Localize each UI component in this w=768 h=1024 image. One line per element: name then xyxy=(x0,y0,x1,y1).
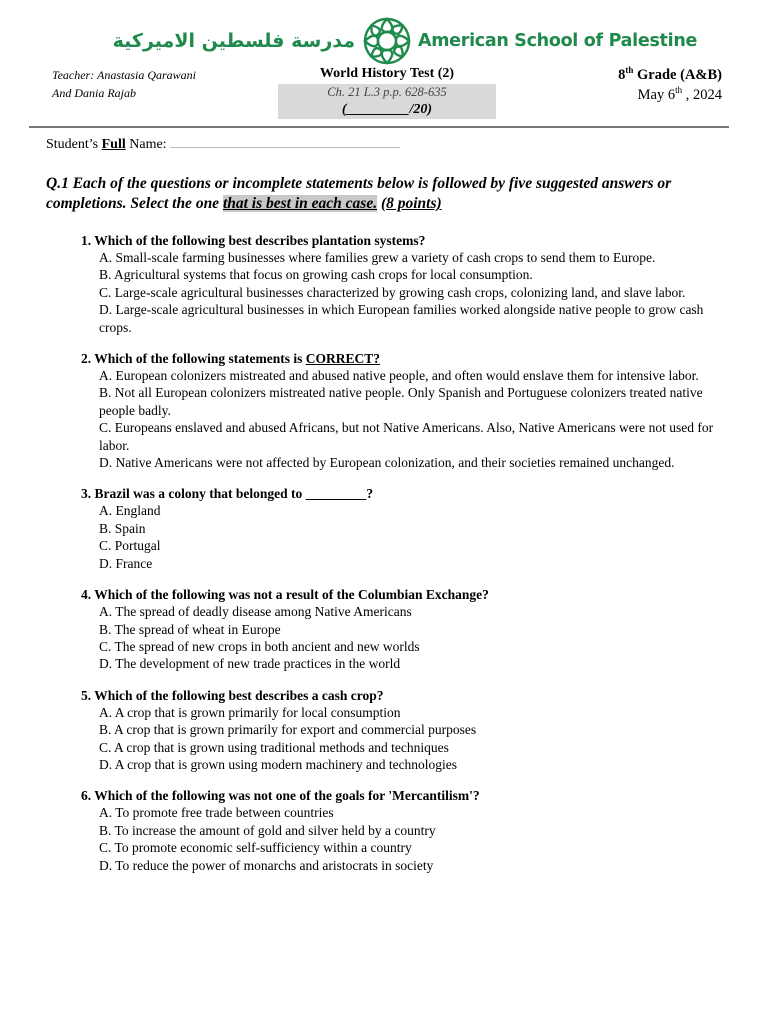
prompt-emphasis: CORRECT? xyxy=(305,351,381,367)
answer-option[interactable]: D. Large-scale agricultural businesses in which European families worked alongside native people to grow cash crops. xyxy=(99,302,704,335)
grade-text: Grade (A&B) xyxy=(633,67,722,83)
answer-option[interactable]: D. France xyxy=(99,555,153,571)
answer-option[interactable]: C. Portugal xyxy=(99,538,161,554)
question-4 xyxy=(81,586,731,673)
date-day: May 6 xyxy=(637,87,676,103)
answer-option[interactable]: D. The development of new trade practices in the world xyxy=(99,656,401,672)
answer-option[interactable]: C. Europeans enslaved and abused Africans, but not Native Americans. Also, Native Americans were not used for labor. xyxy=(99,420,714,453)
question-prompt xyxy=(81,787,731,804)
answer-option[interactable]: B. Spain xyxy=(99,520,146,536)
answer-option[interactable]: A. Small-scale farming businesses where families grew a variety of cash crops to send them to Europe. xyxy=(99,250,656,265)
student-label-post: Name: xyxy=(125,137,167,152)
instructions-text: Q.1 Each of the questions or incomplete statements below is followed by five suggested answers or completions. Select the one xyxy=(46,175,672,212)
question-list xyxy=(81,232,731,888)
student-name-blank[interactable] xyxy=(170,137,400,148)
score-field xyxy=(278,101,496,118)
answer-option[interactable]: D. To reduce the power of monarchs and aristocrats in society xyxy=(99,857,434,873)
date-year: , 2024 xyxy=(682,87,722,103)
question-prompt xyxy=(81,350,731,367)
question-2 xyxy=(81,350,731,471)
answer-option[interactable]: B. Agricultural systems that focus on growing cash crops for local consumption. xyxy=(99,267,533,283)
chapter-reference: Ch. 21 L.3 p.p. 628-635 xyxy=(327,85,447,99)
answer-option[interactable]: A. The spread of deadly disease among Native Americans xyxy=(99,604,412,620)
school-header xyxy=(0,14,768,66)
prompt-text: 3. Brazil was a colony that belonged to _________? xyxy=(81,486,374,502)
answer-option[interactable]: A. European colonizers mistreated and abused native people, and often would enslave them for intensive labor. xyxy=(99,368,699,384)
grade-suffix: th xyxy=(625,65,634,76)
answer-option[interactable]: B. Not all European colonizers mistreated native people. Only Spanish and Portuguese colonizers treated native people badly. xyxy=(99,385,703,418)
answer-option[interactable]: C. The spread of new crops in both ancient and new worlds xyxy=(99,638,420,654)
answer-option[interactable]: D. A crop that is grown using modern machinery and technologies xyxy=(99,756,458,772)
score-open: ( xyxy=(341,102,347,117)
prompt-text: 5. Which of the following best describes a cash crop? xyxy=(81,687,384,703)
question-prompt xyxy=(81,485,731,502)
instructions-highlight: that is best in each case. xyxy=(222,195,378,212)
school-name-arabic: مدرسة فلسطين الاميركية xyxy=(112,30,355,52)
test-title: World History Test (2) xyxy=(319,66,455,81)
question-5 xyxy=(81,687,731,774)
answer-option[interactable]: A. A crop that is grown primarily for local consumption xyxy=(99,704,401,720)
answer-option[interactable]: B. To increase the amount of gold and silver held by a country xyxy=(99,822,436,838)
grade-number: 8 xyxy=(618,67,626,83)
section-instructions xyxy=(46,174,726,214)
answer-option[interactable]: B. A crop that is grown primarily for export and commercial purposes xyxy=(99,722,477,738)
student-name-field xyxy=(46,137,400,153)
student-label-full: Full xyxy=(101,137,126,152)
question-3 xyxy=(81,485,731,572)
date-suffix: th xyxy=(675,85,683,96)
answer-option[interactable]: C. To promote economic self-sufficiency within a country xyxy=(99,840,412,856)
answer-option[interactable]: A. To promote free trade between countries xyxy=(99,805,334,821)
question-1 xyxy=(81,232,731,336)
answer-option[interactable]: C. Large-scale agricultural businesses characterized by growing cash crops, colonizing land, and slave labor. xyxy=(99,284,686,300)
answer-option[interactable]: B. The spread of wheat in Europe xyxy=(99,621,281,637)
prompt-text: 1. Which of the following best describes plantation systems? xyxy=(81,233,426,248)
answer-option[interactable]: A. England xyxy=(99,503,161,519)
answer-option[interactable]: C. A crop that is grown using traditional methods and techniques xyxy=(99,739,449,755)
test-title-block xyxy=(278,65,496,119)
teacher-info xyxy=(52,66,196,102)
score-blank: _________ xyxy=(346,102,410,117)
question-prompt xyxy=(81,232,731,249)
school-emblem-icon xyxy=(362,16,412,66)
prompt-text: 4. Which of the following was not a result of the Columbian Exchange? xyxy=(81,587,489,603)
teacher-line-1: Teacher: Anastasia Qarawani xyxy=(52,68,197,82)
question-6 xyxy=(81,787,731,874)
question-prompt xyxy=(81,586,731,603)
grade-label xyxy=(618,65,722,85)
grade-date-block xyxy=(618,65,722,105)
prompt-text: 6. Which of the following was not one of the goals for 'Mercantilism'? xyxy=(81,788,480,804)
test-details-box xyxy=(278,84,496,119)
header-divider xyxy=(29,126,729,128)
student-label-pre: Student’s xyxy=(46,137,102,152)
school-name-english: American School of Palestine xyxy=(418,31,698,51)
prompt-text: 2. Which of the following statements is xyxy=(81,351,306,367)
section-points: (8 points) xyxy=(380,195,442,212)
answer-option[interactable]: D. Native Americans were not affected by European colonization, and their societies remained unchanged. xyxy=(99,455,675,471)
teacher-line-2: And Dania Rajab xyxy=(52,86,136,100)
question-prompt xyxy=(81,687,731,704)
score-total: /20) xyxy=(409,102,433,117)
test-date xyxy=(618,85,722,105)
